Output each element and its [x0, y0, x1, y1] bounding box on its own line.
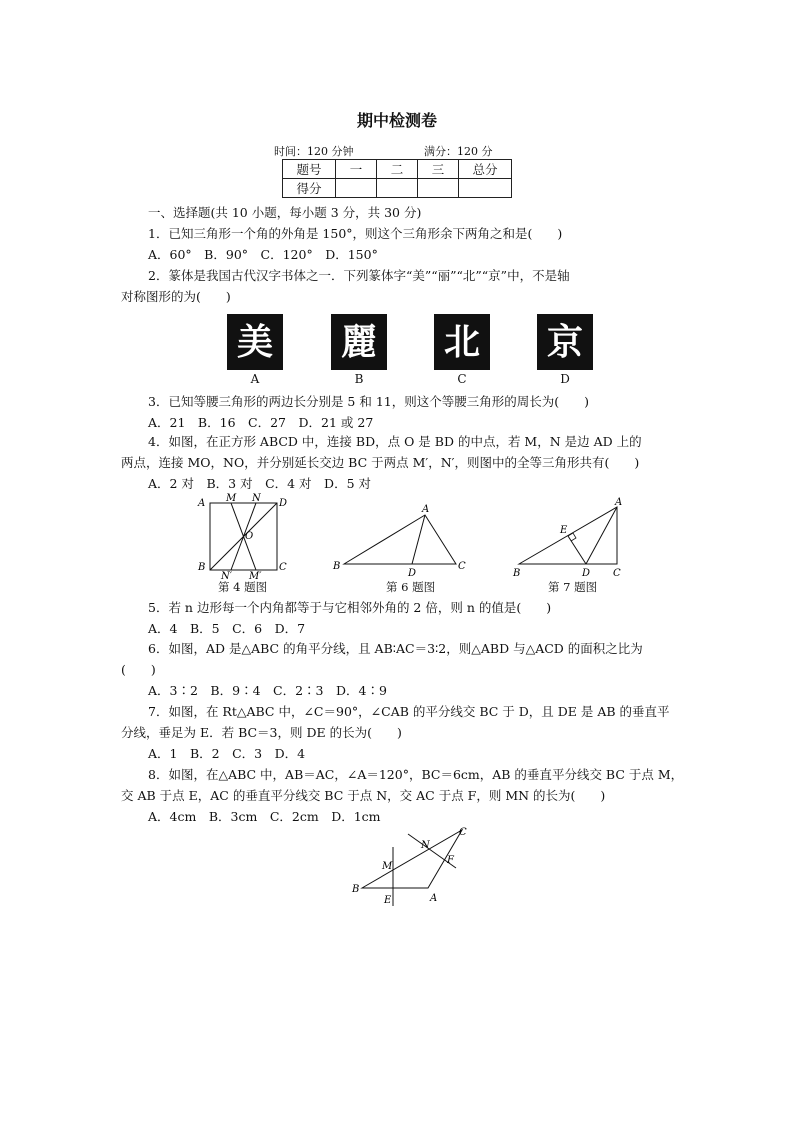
fig4-label: M′ — [249, 571, 262, 580]
section-heading: 一、选择题(共 10 小题，每小题 3 分，共 30 分) — [148, 205, 422, 220]
fig7-label: B — [513, 568, 521, 578]
page-title: 期中检测卷 — [356, 111, 437, 130]
score-row-label: 得分 — [283, 179, 336, 198]
fig7-label: A — [615, 497, 623, 508]
fig4-label: M — [226, 493, 237, 504]
figure-4-caption: 第 4 题图 — [218, 580, 268, 594]
fig8-label: F — [447, 855, 454, 866]
question-6-stem: 6．如图，AD 是△ABC 的角平分线，且 AB∶AC＝3∶2，则△ABD 与△ACD 的面积之比为 — [148, 641, 643, 656]
question-8-options: A．4cm B．3cm C．2cm D．1cm — [148, 809, 381, 824]
question-7-stem-cont: 分线，垂足为 E．若 BC＝3，则 DE 的长为( ) — [121, 725, 402, 740]
seal-image-b: 麗 — [331, 314, 387, 370]
score-header-cell: 三 — [418, 160, 459, 179]
question-4-options: A．2 对 B．3 对 C．4 对 D．5 对 — [148, 476, 372, 491]
question-3-options: A．21 B．16 C．27 D．21 或 27 — [148, 415, 374, 430]
score-cell[interactable] — [336, 179, 377, 198]
fig6-label: A — [422, 504, 430, 515]
question-1-stem: 1．已知三角形一个角的外角是 150°，则这个三角形余下两角之和是( ) — [148, 226, 563, 241]
question-2-stem-cont: 对称图形的为( ) — [121, 289, 231, 304]
fig8-label: M — [382, 861, 393, 872]
fig4-label: N — [252, 493, 261, 504]
fig8-label: B — [352, 884, 360, 895]
question-1-options: A．60° B．90° C．120° D．150° — [148, 247, 378, 262]
score-header-cell: 总分 — [459, 160, 512, 179]
seal-image-c: 北 — [434, 314, 490, 370]
seal-label-a: A — [250, 372, 260, 386]
seal-label-b: B — [354, 372, 364, 386]
fig4-label: A — [198, 498, 206, 509]
fig7-label: D — [582, 568, 591, 578]
fig6-label: D — [408, 568, 417, 578]
figure-8-diagram — [348, 822, 478, 908]
question-8-stem-cont: 交 AB 于点 E，AC 的垂直平分线交 BC 于点 N，交 AC 于点 F，则 MN 的长为( ) — [121, 788, 606, 803]
score-table — [282, 159, 512, 198]
fig8-label: N — [421, 840, 430, 851]
question-3-stem: 3．已知等腰三角形的两边长分别是 5 和 11，则这个等腰三角形的周长为( ) — [148, 394, 589, 409]
score-cell[interactable] — [377, 179, 418, 198]
question-2-stem: 2．篆体是我国古代汉字书体之一．下列篆体字“美”“丽”“北”“京”中，不是轴 — [148, 268, 570, 283]
figure-4-diagram — [196, 492, 296, 580]
score-header-cell: 二 — [377, 160, 418, 179]
seal-label-d: D — [560, 372, 570, 386]
question-7-options: A．1 B．2 C．3 D．4 — [148, 746, 306, 761]
figure-6-caption: 第 6 题图 — [386, 580, 436, 594]
fig4-label: B — [198, 562, 206, 573]
exam-time: 时间：120 分钟 — [274, 145, 354, 158]
fig8-label: E — [384, 895, 392, 906]
fig4-label: D — [279, 498, 288, 509]
figure-6-diagram — [330, 500, 470, 578]
exam-full-score: 满分：120 分 — [424, 145, 493, 158]
seal-label-c: C — [457, 372, 467, 386]
question-6-stem-cont: ( ) — [121, 662, 156, 677]
question-4-stem-cont: 两点，连接 MO，NO，并分别延长交边 BC 于两点 M′，N′，则图中的全等三角形共有( ) — [121, 455, 640, 470]
score-cell[interactable] — [418, 179, 459, 198]
fig4-label: O — [245, 531, 254, 542]
question-6-options: A．3∶2 B．9∶4 C．2∶3 D．4∶9 — [148, 683, 387, 698]
fig6-label: C — [458, 561, 466, 572]
question-7-stem: 7．如图，在 Rt△ABC 中，∠C＝90°，∠CAB 的平分线交 BC 于 D，且 DE 是 AB 的垂直平 — [148, 704, 670, 719]
fig4-label: C — [279, 562, 287, 573]
question-8-stem: 8．如图，在△ABC 中，AB＝AC，∠A＝120°，BC＝6cm，AB 的垂直平分线交 BC 于点 M， — [148, 767, 684, 782]
score-header-cell: 一 — [336, 160, 377, 179]
score-cell[interactable] — [459, 179, 512, 198]
fig8-label: C — [459, 827, 467, 838]
fig7-label: E — [560, 525, 568, 536]
figure-7-caption: 第 7 题图 — [548, 580, 598, 594]
question-5-options: A．4 B．5 C．6 D．7 — [148, 621, 306, 636]
figure-7-diagram — [505, 494, 635, 578]
fig4-label: N′ — [221, 571, 233, 580]
question-4-stem: 4．如图，在正方形 ABCD 中，连接 BD，点 O 是 BD 的中点，若 M，N 是边 AD 上的 — [148, 434, 642, 449]
seal-image-a: 美 — [227, 314, 283, 370]
fig7-label: C — [613, 568, 621, 578]
fig8-label: A — [430, 893, 438, 904]
score-header-cell: 题号 — [283, 160, 336, 179]
fig6-label: B — [333, 561, 341, 572]
question-5-stem: 5．若 n 边形每一个内角都等于与它相邻外角的 2 倍，则 n 的值是( ) — [148, 600, 552, 615]
seal-image-d: 京 — [537, 314, 593, 370]
